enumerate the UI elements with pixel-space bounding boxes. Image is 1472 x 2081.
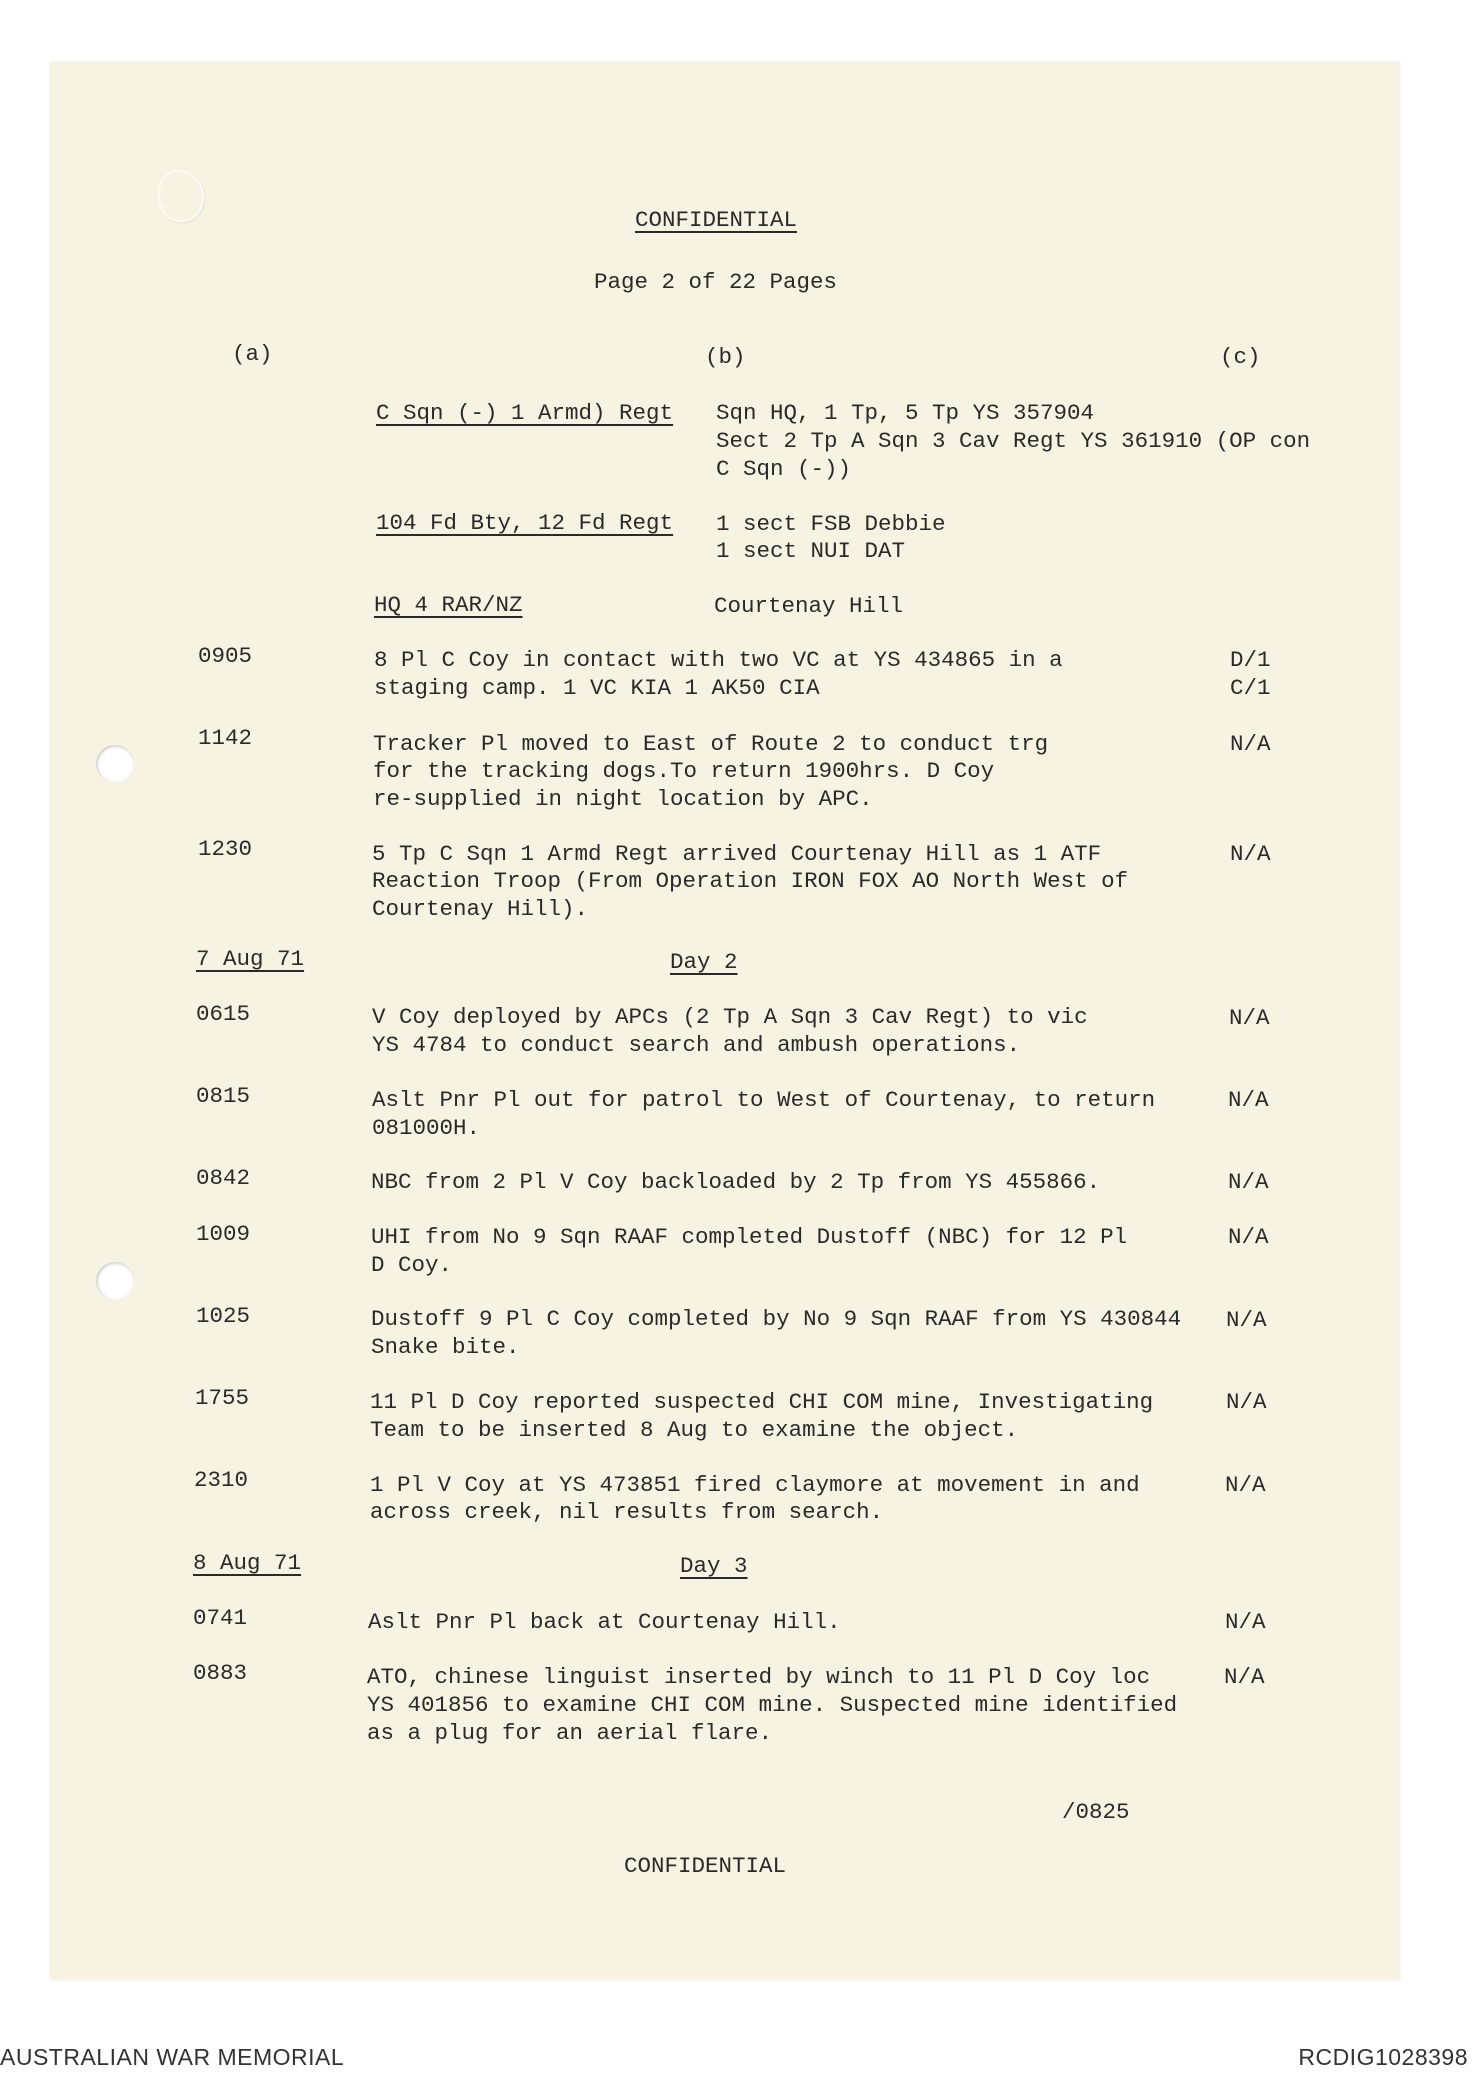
entry-text: Snake bite. [371,1334,520,1360]
continuation-marker: /0825 [1062,1799,1130,1825]
entry-ref: N/A [1225,1472,1266,1498]
unit-name: C Sqn (-) 1 Armd) Regt [376,400,674,426]
entry-text: 1 Pl V Coy at YS 473851 fired claymore at movement in and [370,1472,1140,1498]
entry-text: Dustoff 9 Pl C Coy completed by No 9 Sqn RAAF from YS 430844 [371,1306,1182,1332]
day-heading: Day 3 [680,1553,748,1579]
entry-text: re-supplied in night location by APC. [373,786,873,812]
entry-text: YS 401856 to examine CHI COM mine. Suspected mine identified [367,1692,1178,1718]
entry-text: as a plug for an aerial flare. [367,1720,773,1746]
entry-text: Courtenay Hill). [372,896,589,922]
unit-detail: Sqn HQ, 1 Tp, 5 Tp YS 357904 [716,400,1095,426]
classification-footer: CONFIDENTIAL [624,1853,787,1879]
entry-text: ATO, chinese linguist inserted by winch to 11 Pl D Coy loc [367,1664,1151,1690]
unit-detail: Sect 2 Tp A Sqn 3 Cav Regt YS 361910 (OP con [716,428,1311,454]
entry-text: 081000H. [372,1115,481,1141]
entry-text: Reaction Troop (From Operation IRON FOX AO North West of [372,868,1129,894]
entry-ref: N/A [1228,1169,1269,1195]
entry-text: across creek, nil results from search. [370,1499,884,1525]
entry-ref: N/A [1230,841,1271,867]
unit-detail: 1 sect FSB Debbie [716,511,946,537]
entry-ref: N/A [1226,1307,1267,1333]
column-a-heading: (a) [232,341,273,367]
entry-time: 1230 [198,836,253,862]
classification-header: CONFIDENTIAL [635,207,798,233]
date-heading: 7 Aug 71 [196,946,305,972]
entry-time: 1009 [196,1221,251,1247]
entry-time: 1025 [196,1303,251,1329]
entry-text: UHI from No 9 Sqn RAAF completed Dustoff (NBC) for 12 Pl [371,1224,1128,1250]
entry-ref: C/1 [1230,675,1271,701]
embossed-seal [158,170,204,222]
entry-time: 0842 [196,1165,251,1191]
unit-detail: 1 sect NUI DAT [716,538,906,564]
column-b-heading: (b) [705,344,746,370]
unit-detail: Courtenay Hill [714,593,904,619]
entry-time: 0615 [196,1001,251,1027]
entry-time: 2310 [194,1467,249,1493]
punch-hole-bottom [96,1262,134,1300]
entry-time: 0741 [193,1605,248,1631]
entry-text: staging camp. 1 VC KIA 1 AK50 CIA [374,675,820,701]
entry-text: Team to be inserted 8 Aug to examine the object. [370,1417,1019,1443]
entry-ref: N/A [1229,1005,1270,1031]
entry-time: 0815 [196,1083,251,1109]
entry-text: for the tracking dogs.To return 1900hrs. D Coy [373,758,995,784]
entry-text: Tracker Pl moved to East of Route 2 to conduct trg [373,731,1049,757]
page-number: Page 2 of 22 Pages [594,269,838,295]
entry-text: YS 4784 to conduct search and ambush operations. [372,1032,1021,1058]
entry-time: 1142 [198,725,253,751]
entry-text: 8 Pl C Coy in contact with two VC at YS 434865 in a [374,647,1063,673]
entry-ref: D/1 [1230,647,1271,673]
entry-ref: N/A [1230,731,1271,757]
date-heading: 8 Aug 71 [193,1550,302,1576]
entry-ref: N/A [1226,1389,1267,1415]
unit-name: HQ 4 RAR/NZ [374,592,523,618]
entry-text: Aslt Pnr Pl out for patrol to West of Courtenay, to return [372,1087,1156,1113]
entry-ref: N/A [1228,1224,1269,1250]
entry-text: 5 Tp C Sqn 1 Armd Regt arrived Courtenay Hill as 1 ATF [372,841,1102,867]
entry-ref: N/A [1225,1609,1266,1635]
entry-text: 11 Pl D Coy reported suspected CHI COM mine, Investigating [370,1389,1154,1415]
entry-time: 0883 [193,1660,248,1686]
entry-text: V Coy deployed by APCs (2 Tp A Sqn 3 Cav Regt) to vic [372,1004,1088,1030]
entry-ref: N/A [1224,1664,1265,1690]
entry-text: D Coy. [371,1252,453,1278]
punch-hole-top [96,745,134,783]
unit-name: 104 Fd Bty, 12 Fd Regt [376,510,674,536]
entry-time: 1755 [195,1385,250,1411]
unit-detail: C Sqn (-)) [716,456,852,482]
entry-time: 0905 [198,643,253,669]
archive-id: RCDIG1028398 [1298,2044,1468,2070]
entry-text: Aslt Pnr Pl back at Courtenay Hill. [368,1609,841,1635]
column-c-heading: (c) [1220,344,1261,370]
archive-label: AUSTRALIAN WAR MEMORIAL [0,2044,345,2070]
entry-ref: N/A [1228,1087,1269,1113]
day-heading: Day 2 [670,949,738,975]
entry-text: NBC from 2 Pl V Coy backloaded by 2 Tp from YS 455866. [371,1169,1101,1195]
